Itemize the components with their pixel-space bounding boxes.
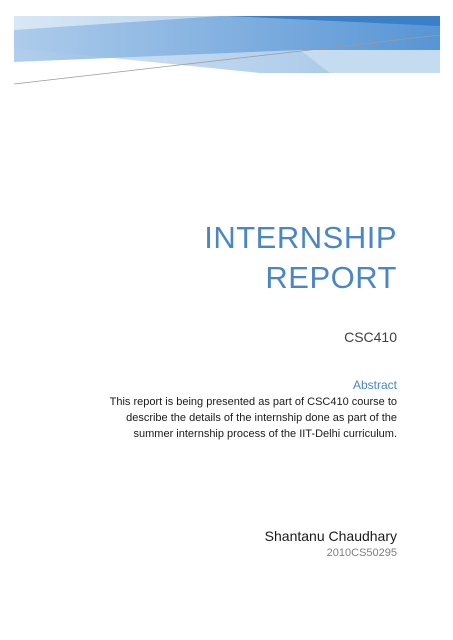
- abstract-text: This report is being presented as part of CSC410 course to describe the details of the internship done as part of the summer internship process of the IIT-Delhi curriculum.: [109, 396, 397, 440]
- report-title: [204, 218, 397, 298]
- course-code: CSC410: [344, 329, 397, 345]
- author-name: Shantanu Chaudhary: [264, 528, 397, 544]
- header-banner: [0, 0, 453, 100]
- report-title-line-2: REPORT: [265, 260, 397, 295]
- abstract-heading: Abstract: [352, 378, 397, 392]
- report-title-line-1: INTERNSHIP: [204, 220, 397, 255]
- author-id: 2010CS50295: [326, 547, 397, 559]
